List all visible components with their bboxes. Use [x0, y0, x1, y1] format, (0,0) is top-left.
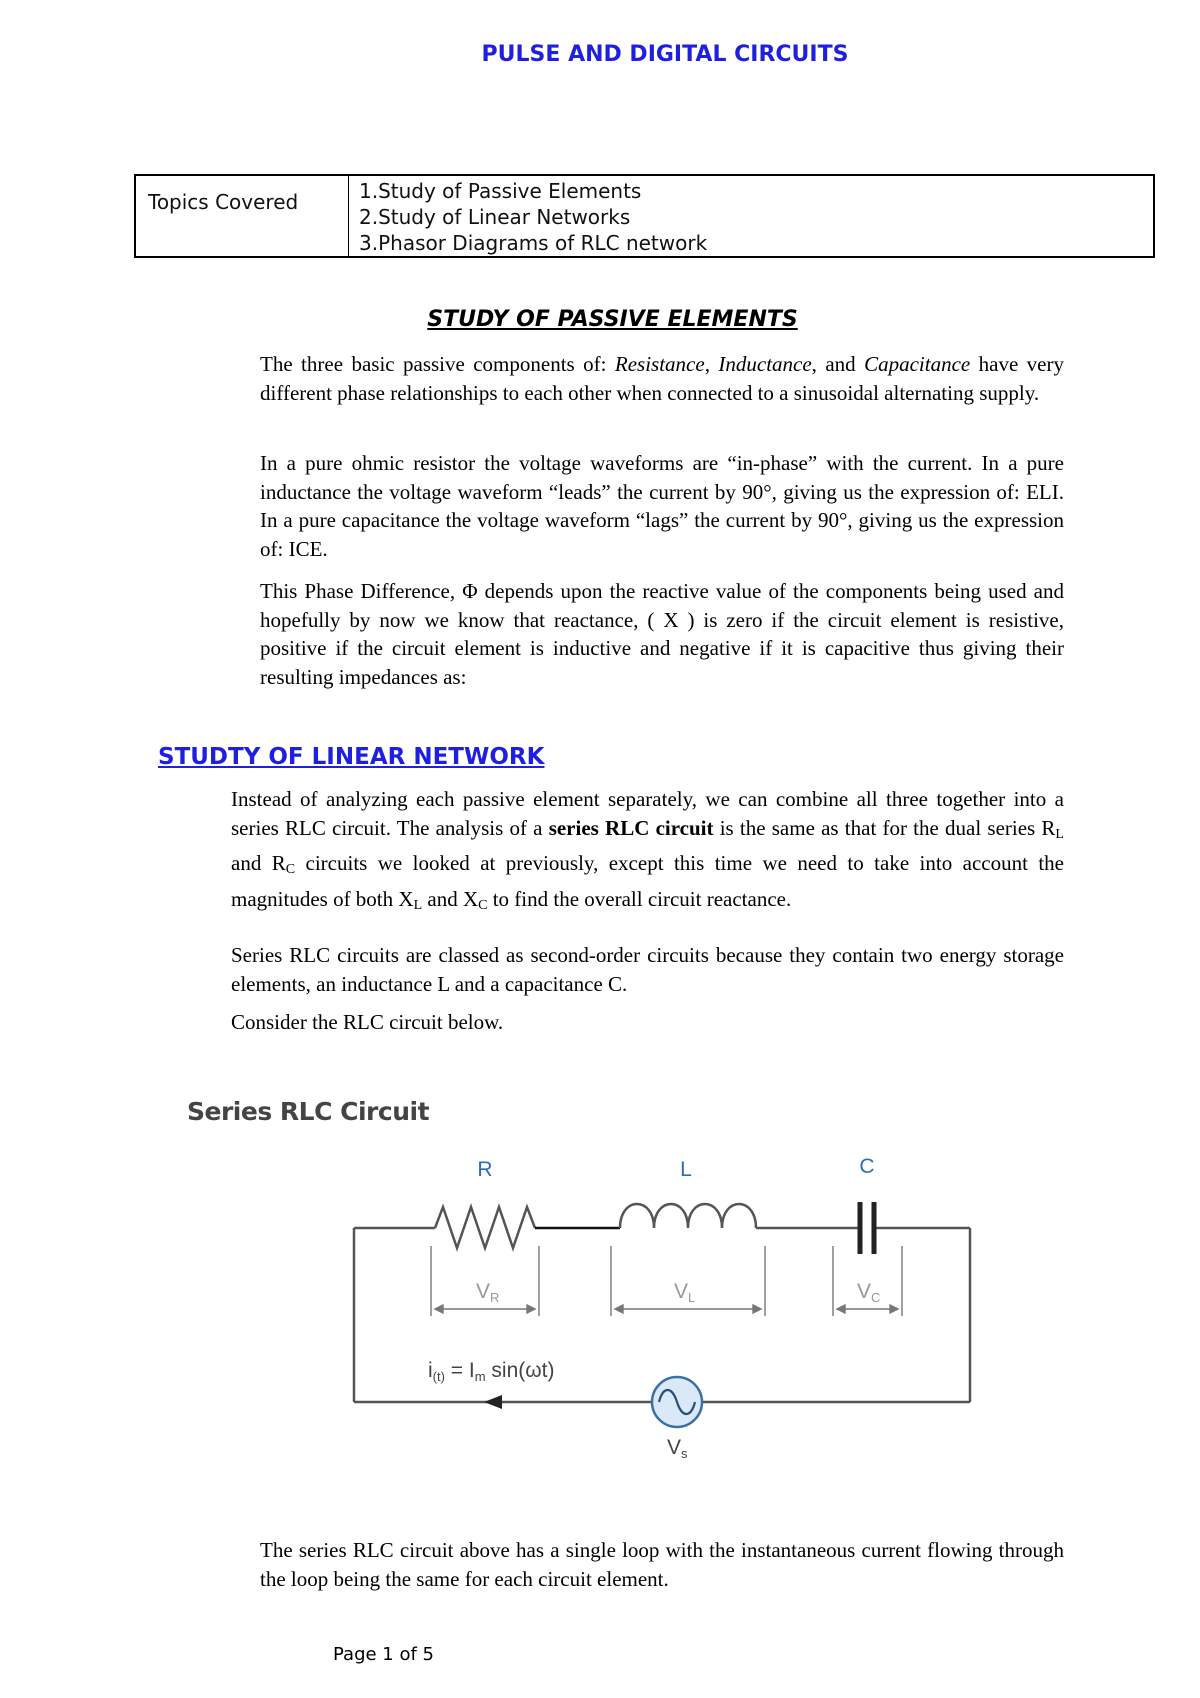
label-vc: VC [857, 1280, 881, 1305]
paragraph-single-loop: The series RLC circuit above has a single loop with the instantaneous current flowing through the loop being the same for each circuit element. [260, 1538, 1064, 1591]
term-inductance: Inductance [718, 352, 812, 376]
paragraph-passive-components: The three basic passive components of: Resistance, Inductance, and Capacitance have very different phase relationships to each other when connected to a sinusoidal alternating supply. [260, 352, 1065, 405]
topics-table [134, 174, 1155, 258]
topics-label: Topics Covered [135, 175, 349, 257]
label-l: L [680, 1158, 692, 1181]
topic-item: 1.Study of Passive Elements [359, 179, 642, 203]
section-title-linear-network: STUDTY OF LINEAR NETWORK [158, 744, 545, 770]
inductor-symbol [620, 1204, 756, 1228]
current-equation: i(t) = Im sin(ωt) [428, 1359, 555, 1384]
series-rlc-circuit-diagram [330, 1140, 1010, 1480]
term-capacitance: Capacitance [864, 352, 971, 376]
label-vs: Vs [667, 1436, 688, 1461]
term-series-rlc: series RLC circuit [548, 815, 714, 840]
paragraph-series-rlc-analysis: Instead of analyzing each passive element separately, we can combine all three together into a series RLC circuit. The analysis of a series RLC circuit is the same as that for the dual series $R_L$ and $R_C$ circuits we looked at previously, except this time we need to take into account the magnitudes of both $X_L$ and $X_C$ to find the overall circuit reactance. [231, 787, 1065, 913]
paragraph-second-order: Series RLC circuits are classed as second-order circuits because they contain two energy storage elements, an inductance L and a capacitance C. [231, 943, 1064, 996]
label-c: C [859, 1155, 875, 1178]
circuit-title: Series RLC Circuit [187, 1097, 430, 1126]
paragraph-phase-difference: This Phase Difference, Φ depends upon the reactive value of the components being used and hopefully by now we know that reactance, ( X ) is zero if the circuit element is resistive, positive if the circuit element is inductive and negative if it is capacitive thus giving their resulting impedances as: [260, 579, 1064, 689]
paragraph-consider-circuit: Consider the RLC circuit below. [231, 1010, 504, 1034]
section-title-passive-elements: STUDY OF PASSIVE ELEMENTS [427, 307, 798, 332]
resistor-symbol [435, 1207, 535, 1248]
topic-item: 3.Phasor Diagrams of RLC network [359, 231, 708, 255]
page-header-title: PULSE AND DIGITAL CIRCUITS [481, 42, 849, 67]
topics-list [349, 175, 1155, 257]
paragraph-phase-relationship: In a pure ohmic resistor the voltage waveforms are “in-phase” with the current. In a pure inductance the voltage waveform “leads” the current by 90°, giving us the expression of: ELI. In a pure capacitance the voltage waveform “lags” the current by 90°, giving us the expression of: ICE. [260, 451, 1064, 561]
label-r: R [477, 1158, 493, 1181]
page-number: Page 1 of 5 [333, 1644, 434, 1665]
current-arrow-icon [484, 1395, 502, 1409]
term-resistance: Resistance [614, 352, 705, 376]
label-vr: VR [476, 1280, 500, 1305]
label-vl: VL [674, 1280, 696, 1305]
topic-item: 2.Study of Linear Networks [359, 205, 631, 229]
